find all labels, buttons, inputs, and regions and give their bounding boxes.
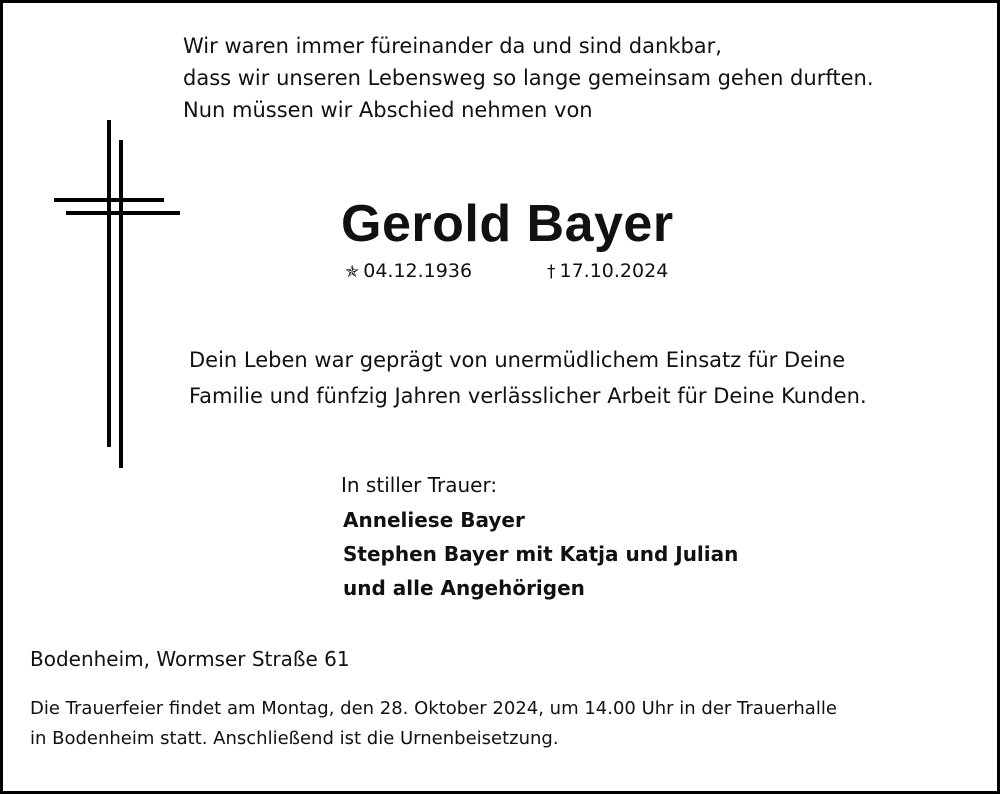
birth-date-value: 04.12.1936 [363,260,473,282]
mourner-name: Anneliese Bayer [343,508,525,532]
ceremony-info [30,694,837,754]
cross-icon [0,0,200,480]
mourner-name: und alle Angehörigen [343,576,585,600]
cross-horizontal-bar-front [66,211,180,215]
intro-line: dass wir unseren Lebensweg so lange gemeinsam gehen durften. [183,66,874,90]
intro-line: Wir waren immer füreinander da und sind dankbar, [183,34,722,58]
birth-date [345,258,472,285]
dagger-icon: † [547,262,556,282]
ceremony-line: in Bodenheim statt. Anschließend ist die Urnenbeisetzung. [30,728,559,749]
intro-text [183,30,874,126]
tribute-text [189,342,867,414]
deceased-name: Gerold Bayer [341,195,674,253]
address: Bodenheim, Wormser Straße 61 [30,647,350,671]
intro-line: Nun müssen wir Abschied nehmen von [183,98,593,122]
star-icon: ✯ [345,262,360,282]
mourning-label: In stiller Trauer: [341,473,498,497]
cross-vertical-bar-front [119,140,123,468]
death-date [547,258,668,285]
tribute-line: Familie und fünfzig Jahren verlässlicher Arbeit für Deine Kunden. [189,384,867,408]
cross-horizontal-bar-back [54,198,164,202]
ceremony-line: Die Trauerfeier findet am Montag, den 28. Oktober 2024, um 14.00 Uhr in der Trauerhalle [30,698,837,719]
mourner-name: Stephen Bayer mit Katja und Julian [343,542,739,566]
cross-vertical-bar-back [107,120,111,447]
tribute-line: Dein Leben war geprägt von unermüdlichem Einsatz für Deine [189,348,846,372]
mourners-list [343,503,738,605]
death-date-value: 17.10.2024 [559,260,669,282]
